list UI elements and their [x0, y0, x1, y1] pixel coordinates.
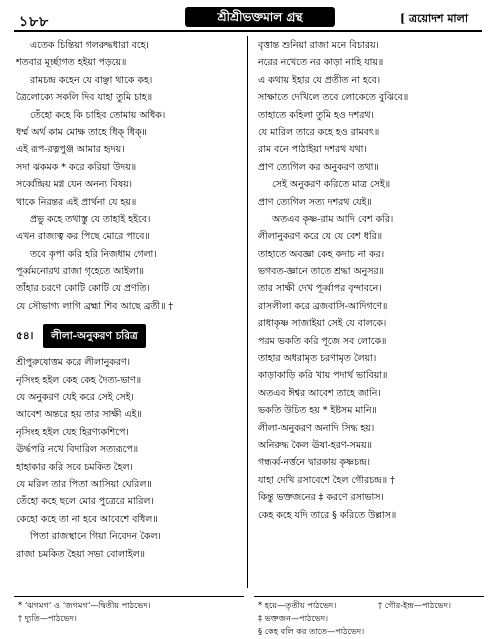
verse-line: প্রভু কহে তথাস্তু যে তাহাই হইবে। — [30, 213, 151, 225]
verse-line: অনিরুদ্ধ কৈল ঊষা-হরণ-সময়॥ — [258, 439, 372, 451]
verse-line: সদা ঝকমক * করে করিয়া উদয়॥ — [16, 161, 137, 173]
verse-line: যাহা দেখি রসাবেশে হৈল গৌরচন্দ্র॥ † — [258, 474, 395, 486]
verse-line: নরের নখেতে নর কাড়া নাহি যায়॥ — [258, 57, 384, 69]
section-label: [ ত্রয়োদশ মালা — [400, 12, 469, 25]
verse-line: তাহাতে অবজ্ঞা কেহ কদাচ না কর। — [258, 248, 385, 260]
verse-line: কেহ কহে যদি তারে § করিতে উল্লাস॥ — [258, 509, 397, 521]
verse-line: তাঁহার চরণে কোটি কোটি যে প্রণতি। — [16, 283, 150, 295]
verse-line: কাড়াকাড়ি করি খায় পদার্থ ভাবিয়া॥ — [258, 370, 388, 382]
verse-line: সর্ব্বেন্দ্রিয় মগ্ন যেন অনন্য বিষয়। — [16, 179, 133, 191]
verse-line: লীলা-অনুকরণ অনাদি সিদ্ধ হয়। — [258, 422, 375, 434]
verse-line: ঊর্দ্ধপরি নখে বিদারিল সত্যরূপে॥ — [16, 444, 139, 456]
verse-line: পিতা রাজস্থানে গিয়া নিবেদন কৈল। — [30, 531, 161, 543]
verse-line: তেঁহো কহে কি চাহিব তোমায় অধিক। — [30, 109, 166, 121]
verse-line: অতএব ঈশ্বর আবেশ তাহে জানি। — [258, 387, 381, 399]
chapter-number: ৫৪। — [16, 330, 34, 343]
verse-line: গন্ধর্ব্ব-নর্ত্তনে দ্বারকায় কৃষ্ণচন্দ্র। — [258, 457, 371, 469]
verse-line: বৃত্তান্ত শুনিয়া রাজা মনে বিচারয়। — [258, 40, 379, 51]
verse-line: শতবার মূর্চ্ছাগত হইয়া পড়য়ে॥ — [16, 57, 127, 69]
verse-line: এ কথায় ইহার যে প্রতীত না হবে। — [258, 74, 381, 86]
verse-line: অতএব কৃষ্ণ-রাম আদি বেশ করি। — [272, 213, 394, 225]
chapter-heading — [16, 324, 246, 348]
verse-line: যে মারিল তারে কহে হও রামবৎ॥ — [258, 126, 380, 138]
footnote: † দ্যুতি—পাঠভেদ। — [18, 613, 77, 623]
footnote-rule-right — [254, 596, 484, 597]
verse-line: আবেশ অন্তরে হয় তার সাক্ষী এই॥ — [16, 409, 142, 421]
footnote: † গৌর-ইন্দ্র—পাঠভেদ। — [378, 600, 451, 610]
verse-line: পূর্ব্বমনোরথ রাজা গৃহেতে আইলা॥ — [16, 266, 144, 278]
column-divider — [247, 36, 248, 588]
verse-line: তার সাক্ষী দেখ পূর্ব্বাপর বৃন্দাবনে। — [258, 283, 382, 295]
verse-line: কিন্তু ভক্তজনের ‡ করণে রসাভাস। — [258, 492, 384, 504]
verse-line: যে অনুকরণ যেই করে সেই সেই। — [16, 392, 134, 404]
verse-line: রাসলীলা করে ব্রজবাসি-আদিগণে॥ — [258, 300, 388, 312]
verse-line: রাজা চমকিত হৈয়া সভা বোলাইল॥ — [16, 548, 145, 560]
verse-line: যে মরিল তার পিতা আসিয়া ঘেরিল॥ — [16, 478, 152, 490]
verse-line: তেঁহো কহে ছলে মোর পুত্রেরে মারিল। — [16, 496, 154, 508]
footnote-rule-left — [14, 596, 244, 597]
verse-line: সেই অনুকরণ করিতে মাত্র সেই॥ — [272, 179, 391, 191]
verse-line: ধর্ম্ম অর্থ কাম মোক্ষ তাহে ধিক্ ধিক্॥ — [16, 126, 147, 138]
right-column — [258, 37, 486, 524]
verse-line: তবে কৃপা করি হরি নিজধাম গেলা। — [30, 248, 157, 260]
verse-line: ভগবত-জ্ঞানে তাতে শ্রদ্ধা অনুসর॥ — [258, 266, 384, 278]
verse-line: ভকতি উচিত হয় * ইষ্টসম মানি॥ — [258, 405, 377, 417]
verse-line: রাম বনে পাঠাইয়া দশরথ যথা। — [258, 144, 367, 156]
verse-line: এই রূপ-রত্নপুঞ্জ আমার হৃদয়। — [16, 144, 125, 156]
verse-line: রাধাকৃষ্ণ সাজাইয়া সেই যে বালকে। — [258, 318, 387, 330]
chapter-title: লীলা-অনুকরণ চরিত্র — [43, 324, 146, 348]
footnote: * হয়ে—তৃতীয় পাঠভেদ। — [258, 600, 337, 610]
verse-line: নৃসিংহ হইল যেহ হিরণ্যকশিপে। — [16, 426, 129, 438]
verse-line: হাহাকার করি সবে চমকিত হৈল। — [16, 461, 133, 473]
header-rule — [14, 30, 482, 32]
verse-line: লীলানুকরণ করে যে যে বেশ ধরি॥ — [258, 231, 383, 243]
verse-line: এখন রাজ্যত্ব কর পিছে মোরে পাবে॥ — [16, 231, 150, 243]
verse-line: প্রাণ ত্যেগিল কর অনুকরণ তথা॥ — [258, 161, 379, 173]
verse-line: থাকে নিরন্তর এই প্রার্থনা যে হয়॥ — [16, 196, 137, 208]
verse-line: সাক্ষাতে দেখিলে তবে লোকেতে বুঝিবে॥ — [258, 92, 409, 104]
footnote: * ‘ঝগমগ’ ও ‘জগমগ’—দ্বিতীয় পাঠভেদ। — [18, 600, 151, 610]
verse-line: ত্রৈলোক্যে সকলি দিব যাহা তুমি চাহ॥ — [16, 92, 153, 104]
verse-line: প্রাণ ত্যেগিল সত্য দশরথ যেই॥ — [258, 196, 372, 208]
verse-line: তাহাতে কহিলা তুমি হও দশরথ। — [258, 109, 374, 121]
left-column — [16, 37, 246, 563]
running-title: শ্রীশ্রীভক্তমাল গ্রন্থ — [185, 7, 335, 27]
verse-line: পরম ভকতি করি পূজে সব লোকে॥ — [258, 335, 387, 347]
verse-line: কেহো কহে তা না হবে আবেশে বধিল॥ — [16, 513, 158, 525]
verse-line: রামচন্দ্র কহেন যে বাঞ্ছা থাকে কহ। — [30, 74, 153, 86]
verse-line: যে সৌভাগ্য লাগি ব্রহ্মা শিব আছে ব্রতী॥ † — [16, 300, 174, 312]
verse-line: এতেক চিন্তিয়া গলরুদ্ধধারা বহে। — [30, 40, 149, 51]
footnote: ‡ ভক্তজন—পাঠভেদ। — [258, 613, 329, 623]
verse-line: তাহার অধরামৃত চরণামৃত লৈয়া। — [258, 353, 377, 365]
verse-line: নৃসিংহ হইল কেহ কেহ দৈত্য-ভাণ॥ — [16, 374, 142, 386]
verse-line: শ্রীপুরুষোত্তম করে লীলানুকরণ। — [16, 357, 131, 369]
page-number: ১৮৮ — [19, 14, 50, 30]
footnote: § কেহ বলি কর তাতে—পাঠভেদ। — [258, 626, 365, 636]
